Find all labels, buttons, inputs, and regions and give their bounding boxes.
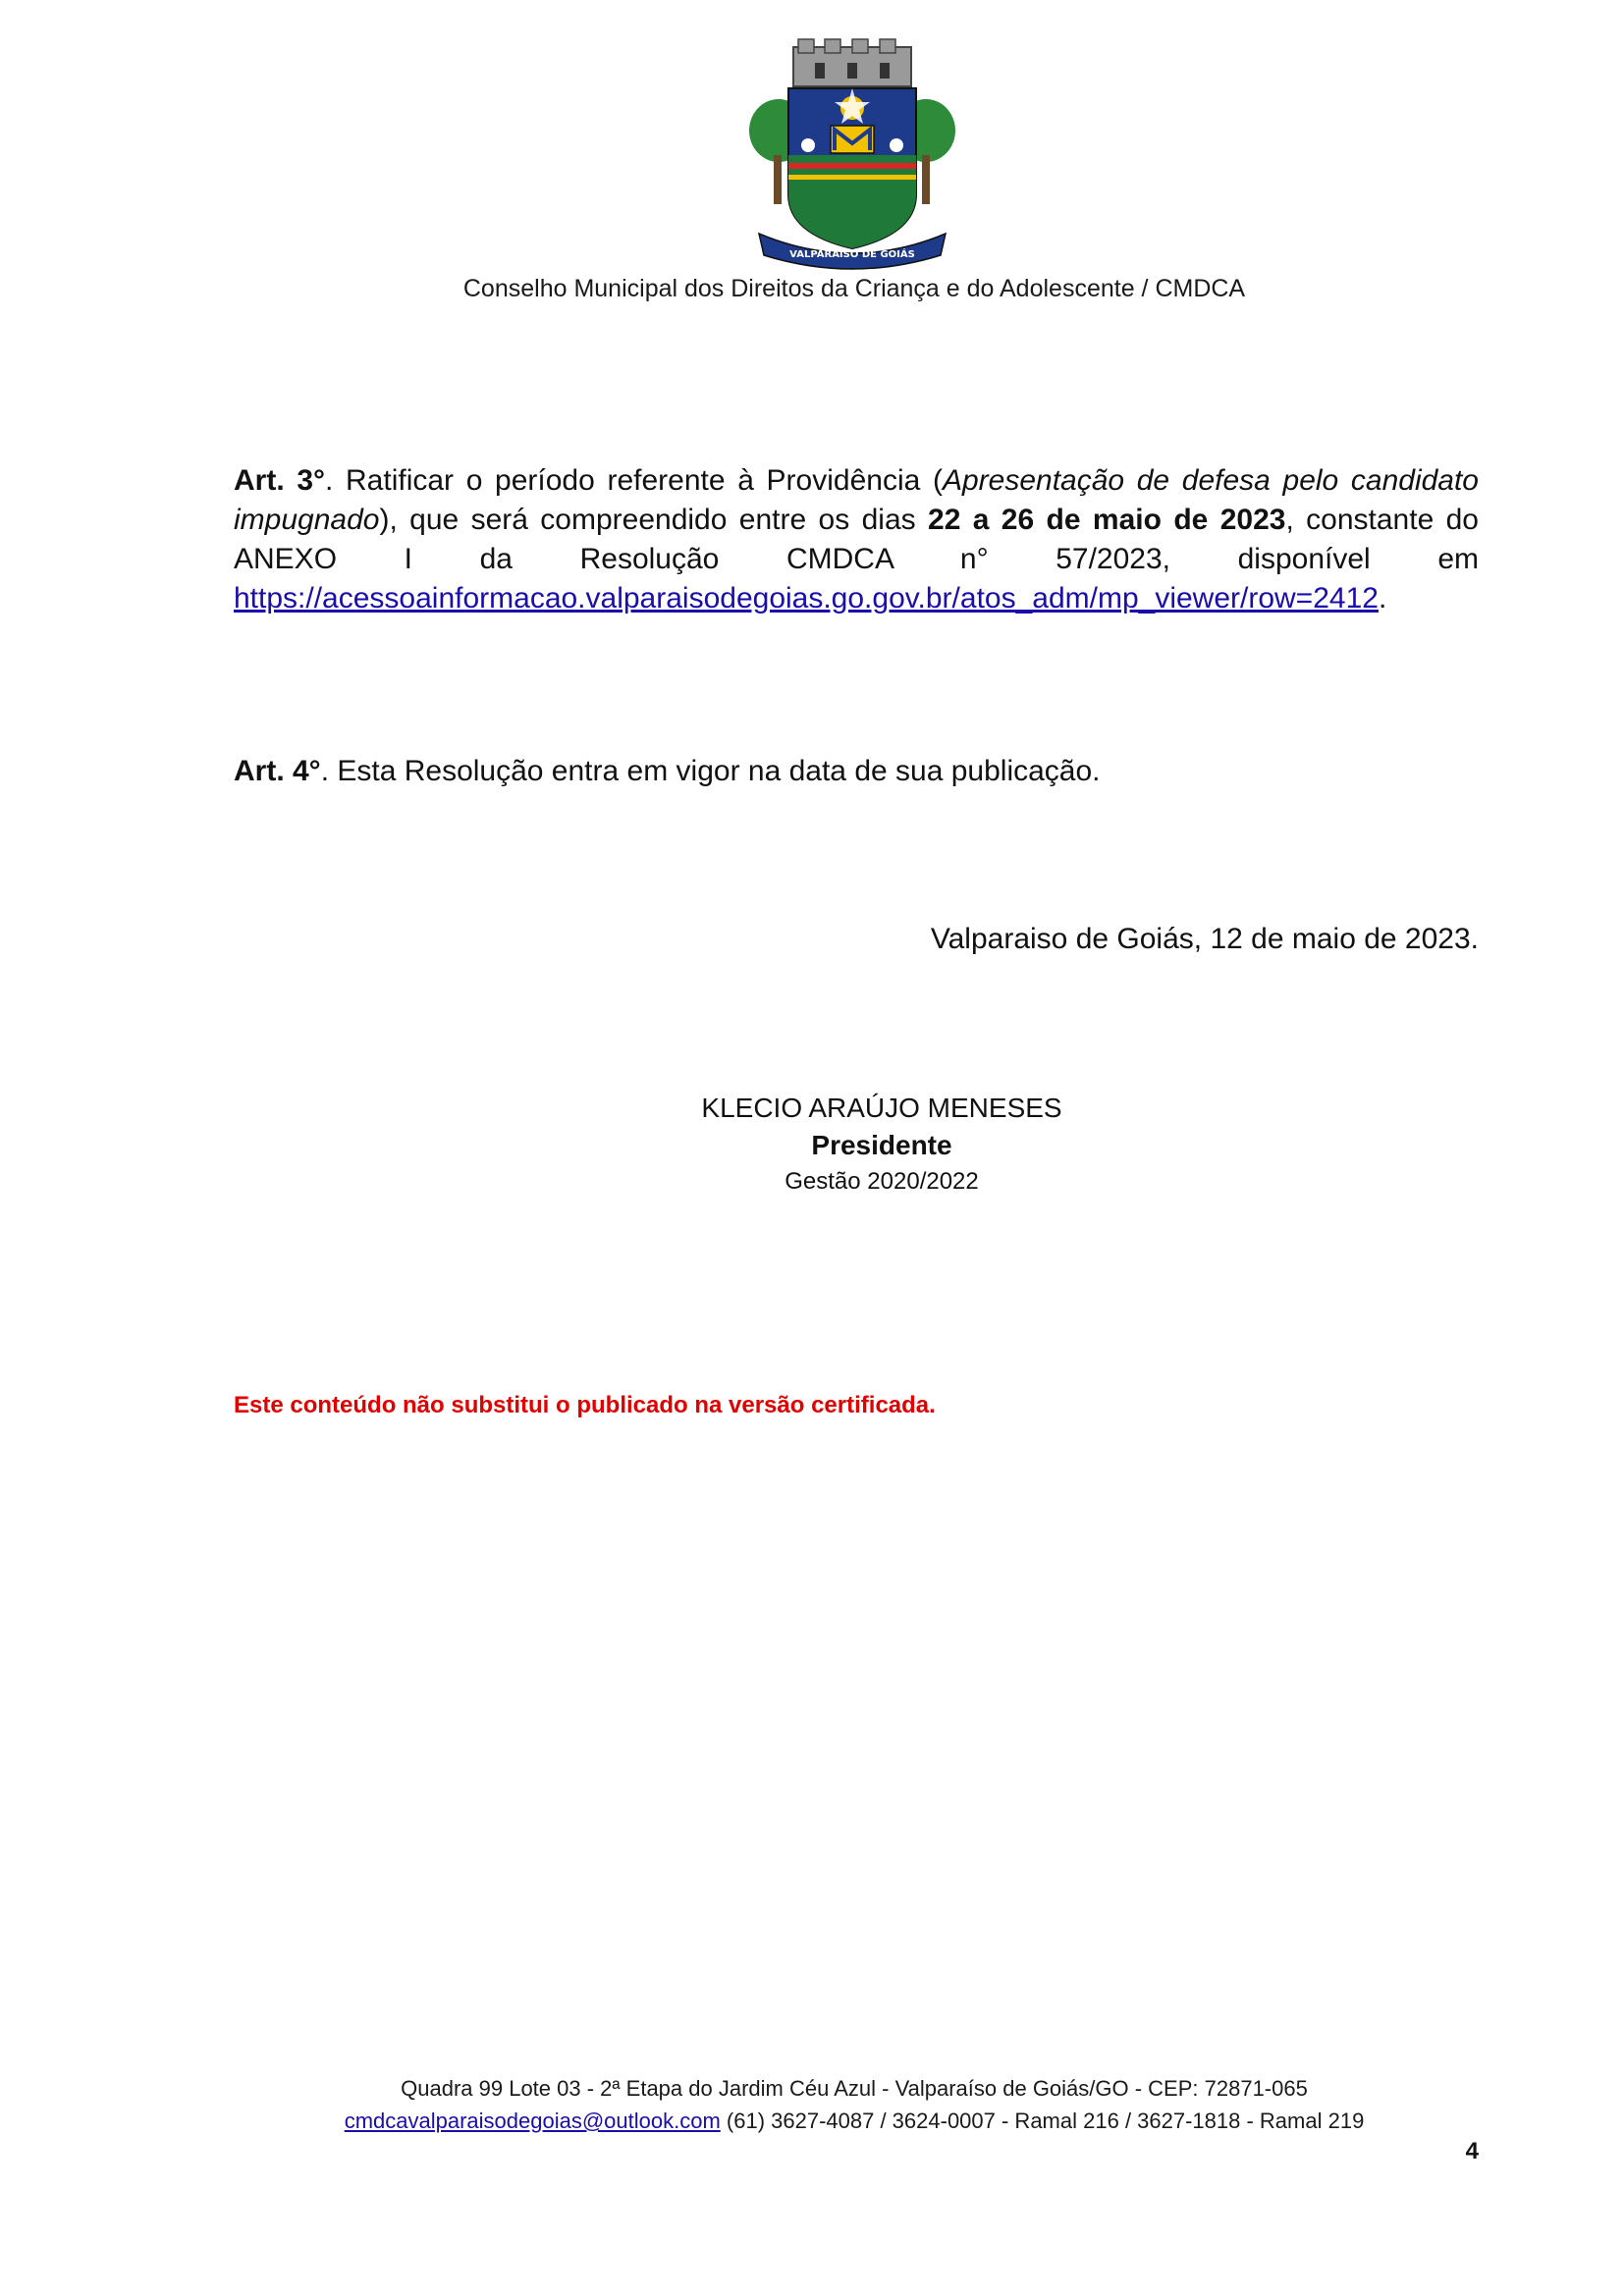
signatory-name: KLECIO ARAÚJO MENESES bbox=[701, 1093, 1062, 1123]
footer-email-link[interactable]: cmdcavalparaisodegoias@outlook.com bbox=[344, 2109, 721, 2133]
article-3-label: Art. 3° bbox=[234, 464, 326, 497]
article-4-paragraph bbox=[234, 752, 1479, 791]
municipal-crest-logo bbox=[744, 37, 960, 273]
article-4-label: Art. 4° bbox=[234, 755, 321, 787]
article-3-italic: Apresentação de defesa pelo candidato impugnado bbox=[234, 464, 1479, 536]
article-3-text-3: , constante do ANEXO I da Resolução CMDCA n° 57/2023, disponível em bbox=[234, 504, 1479, 575]
disclaimer-notice: Este conteúdo não substitui o publicado na versão certificada. bbox=[234, 1392, 936, 1418]
header-title: Conselho Municipal dos Direitos da Criança e do Adolescente / CMDCA bbox=[462, 275, 1246, 302]
article-4-text: . Esta Resolução entra em vigor na data de sua publicação. bbox=[320, 755, 1101, 787]
footer-address: Quadra 99 Lote 03 - 2ª Etapa do Jardim Céu Azul - Valparaíso de Goiás/GO - CEP: 72871-065 bbox=[401, 2076, 1308, 2101]
article-3-text-2: ), que será compreendido entre os dias bbox=[379, 504, 929, 536]
article-3-text-1: . Ratificar o período referente à Providência ( bbox=[325, 464, 943, 497]
article-3-link[interactable]: https://acessoainformacao.valparaisodegoias.go.gov.br/atos_adm/mp_viewer/row=2412 bbox=[234, 582, 1379, 614]
article-3-paragraph bbox=[234, 461, 1479, 618]
footer-phones: (61) 3627-4087 / 3624-0007 - Ramal 216 / 3627-1818 - Ramal 219 bbox=[720, 2109, 1365, 2133]
article-3-dates: 22 a 26 de maio de 2023 bbox=[928, 504, 1286, 536]
signatory-term: Gestão 2020/2022 bbox=[785, 1168, 979, 1195]
signatory-role: Presidente bbox=[811, 1130, 952, 1160]
page-number: 4 bbox=[1465, 2138, 1479, 2164]
article-3-text-4: . bbox=[1378, 582, 1387, 614]
date-line: Valparaiso de Goiás, 12 de maio de 2023. bbox=[930, 923, 1479, 955]
crest-caption: VALPARAISO DE GOIÁS bbox=[789, 249, 915, 260]
footer-contact bbox=[0, 2109, 1624, 2134]
